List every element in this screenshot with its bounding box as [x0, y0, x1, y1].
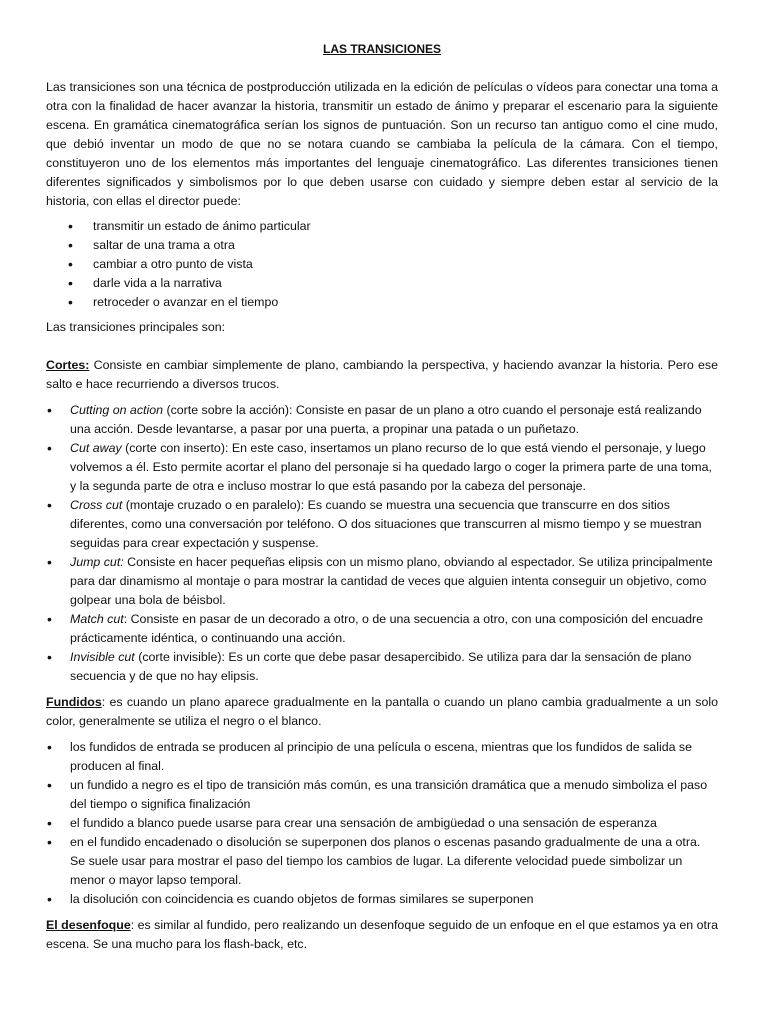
- item-text: : Consiste en pasar de un decorado a otro, o de una secuencia a otro, con una composición del encuadre prácticamente idéntica, o continuando una acción.: [70, 612, 704, 645]
- document-title: LAS TRANSICIONES: [322, 42, 441, 56]
- list-item: [46, 496, 718, 553]
- list-item: • en el fundido encadenado o disolución se superponen dos planos o escenas pasando gradualmente de una a otra. Se suele usar para mostrar el paso del tiempo los cambios de lugar. La diferente velocidad puede simbolizar un menor o mayor lapso temporal.: [46, 833, 718, 890]
- list-item: • retroceder o avanzar en el tiempo: [46, 293, 718, 312]
- item-text: (corte sobre la acción): Consiste en pasar de un plano a otro cuando el personaje está realizando una acción. Desde levantarse, a pasar por una puerta, a propinar una patada o un puñetazo.: [70, 403, 702, 436]
- cortes-text: Consiste en cambiar simplemente de plano, cambiando la perspectiva, y haciendo avanzar la historia. Pero ese salto e hace recurriendo a diversos trucos.: [46, 358, 718, 391]
- fundidos-heading: Fundidos: [46, 695, 102, 709]
- term: Jump cut:: [70, 555, 124, 569]
- desenfoque-text: : es similar al fundido, pero realizando un desenfoque seguido de un enfoque en el que estamos ya en otra escena. Se una mucho para los flash-back, etc.: [46, 918, 718, 951]
- list-item: • cambiar a otro punto de vista: [46, 255, 718, 274]
- item-text: Consiste en hacer pequeñas elipsis con un mismo plano, obviando al espectador. Se utiliza principalmente para dar dinamismo al montaje o para mostrar la cantidad de veces que alguien intenta conseguir un objetivo, como golpear una bola de béisbol.: [70, 555, 713, 607]
- term: Cross cut: [70, 498, 123, 512]
- list-item: [46, 610, 718, 648]
- list-item: • el fundido a blanco puede usarse para crear una sensación de ambigüedad o una sensación de esperanza: [46, 814, 718, 833]
- intro-paragraph: Las transiciones son una técnica de postproducción utilizada en la edición de películas o vídeos para conectar una toma a otra con la finalidad de hacer avanzar la historia, transmitir un estado de ánimo y preparar el escenario para la siguiente escena. En gramática cinematográfica serían los signos de puntuación. Son un recurso tan antiguo como el cine mudo, que debió inventar un modo de que no se notara cuando se cambiaba la película de la cámara. Con el tiempo, constituyeron uno de los elementos más importantes del lenguaje cinematográfico. Las diferentes transiciones tienen diferentes significados y simbolismos por lo que deben usarse con cuidado y siempre deben estar al servicio de la historia, con ellas el director puede:: [46, 80, 718, 208]
- term: Cutting on action: [70, 403, 163, 417]
- term: Cut away: [70, 441, 122, 455]
- principal-label: Las transiciones principales son:: [46, 320, 226, 334]
- term: Match cut: [70, 612, 124, 626]
- list-item: [46, 439, 718, 496]
- item-text: (corte con inserto): En este caso, insertamos un plano recurso de lo que está viendo el personaje, y luego volvemos a él. Esto permite acortar el plano del personaje si ha quedado largo o coger la primera parte de una toma, y la segunda parte de otra e incluso mostrar lo que está pasando por la cabeza del personaje.: [70, 441, 712, 493]
- list-item: • la disolución con coincidencia es cuando objetos de formas similares se superponen: [46, 890, 718, 909]
- fundidos-paragraph: [46, 693, 718, 731]
- fundidos-text: : es cuando un plano aparece gradualmente en la pantalla o cuando un plano cambia gradualmente a un solo color, generalmente se utiliza el negro o el blanco.: [46, 695, 718, 728]
- fundidos-list: [46, 738, 718, 909]
- desenfoque-paragraph: [46, 916, 718, 954]
- cortes-heading: Cortes:: [46, 358, 90, 372]
- list-item: • transmitir un estado de ánimo particular: [46, 217, 718, 236]
- list-item: [46, 648, 718, 686]
- list-item: • un fundido a negro es el tipo de transición más común, es una transición dramática que a menudo simboliza el paso del tiempo o significa finalización: [46, 776, 718, 814]
- cortes-paragraph: [46, 356, 718, 394]
- cortes-list: [46, 401, 718, 686]
- term: Invisible cut: [70, 650, 135, 664]
- director-list: [46, 217, 718, 312]
- list-item: • los fundidos de entrada se producen al principio de una película o escena, mientras que los fundidos de salida se producen al final.: [46, 738, 718, 776]
- item-text: (corte invisible): Es un corte que debe pasar desapercibido. Se utiliza para dar la sensación de plano secuencia y de que no hay elipsis.: [70, 650, 692, 683]
- list-item: [46, 401, 718, 439]
- document-page: [46, 40, 718, 954]
- list-item: • saltar de una trama a otra: [46, 236, 718, 255]
- list-item: [46, 553, 718, 610]
- item-text: (montaje cruzado o en paralelo): Es cuando se muestra una secuencia que transcurre en dos sitios diferentes, como una conversación por teléfono. O dos situaciones que transcurren al mismo tiempo y se muestran seguidas para crear expectación y suspense.: [70, 498, 702, 550]
- desenfoque-heading: El desenfoque: [46, 918, 131, 932]
- list-item: • darle vida a la narrativa: [46, 274, 718, 293]
